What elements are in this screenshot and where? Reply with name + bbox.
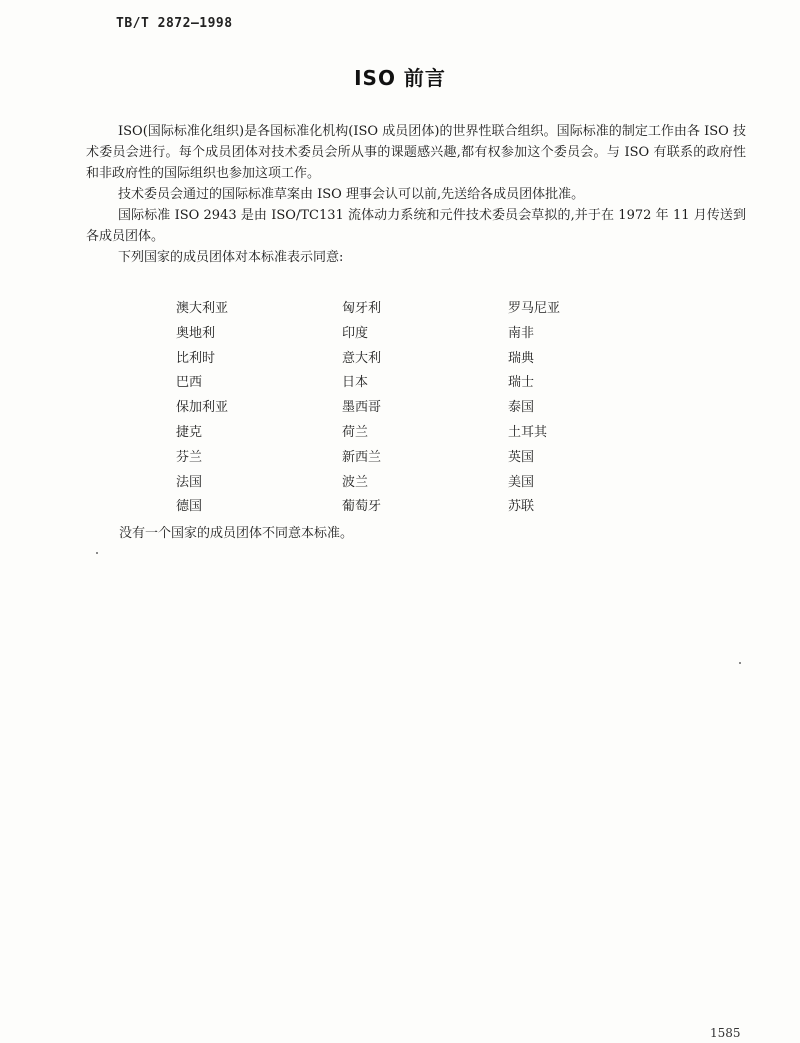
country-name: 墨西哥 [342,400,382,416]
country-name: 瑞典 [508,350,535,366]
country-name: 美国 [508,474,535,490]
paragraph-approval: 技术委员会通过的国际标准草案由 ISO 理事会认可以前,先送给各成员团体批准。 [118,187,585,202]
country-name: 苏联 [508,499,535,515]
paragraph-iso-intro: ISO(国际标准化组织)是各国标准化机构(ISO 成员团体)的世界性联合组织。国际标准的制定工作由各 ISO 技术委员会进行。每个成员团体对技术委员会所从事的课题感兴趣,都有权参加这个委员会。与 ISO 有联系的政府性和非政府性的国际组织也参加这项工作。 [86,124,746,181]
country-name: 印度 [342,325,369,341]
country-name: 泰国 [508,400,535,416]
standard-code: TB/T 2872—1998 [116,16,233,31]
country-name: 捷克 [176,424,203,440]
country-name: 匈牙利 [342,301,382,316]
scan-speck [739,662,741,664]
scan-speck [96,552,98,554]
country-name: 日本 [342,375,369,391]
country-name: 葡萄牙 [342,499,382,515]
country-name: 意大利 [342,350,382,366]
country-name: 罗马尼亚 [508,301,561,316]
country-name: 新西兰 [342,449,382,465]
country-name: 法国 [176,474,203,490]
country-name: 土耳其 [508,424,548,440]
country-name: 瑞士 [508,375,535,391]
country-name: 巴西 [176,375,203,391]
country-name: 比利时 [176,350,216,366]
country-name: 南非 [508,325,535,341]
closing-statement: 没有一个国家的成员团体不同意本标准。 [119,526,354,541]
paragraph-members-intro: 下列国家的成员团体对本标准表示同意: [118,250,344,265]
body-text [86,121,746,268]
country-name: 保加利亚 [176,400,229,416]
country-name: 奥地利 [176,325,216,341]
member-country-list [176,297,674,520]
country-name: 荷兰 [342,424,369,440]
page-number: 1585 [710,1026,741,1040]
country-name: 德国 [176,499,203,515]
country-name: 英国 [508,449,535,465]
page-title: ISO 前言 [354,66,446,90]
country-name: 波兰 [342,474,369,490]
country-name: 芬兰 [176,449,203,465]
country-name: 澳大利亚 [176,301,229,316]
paragraph-iso-2943: 国际标准 ISO 2943 是由 ISO/TC131 流体动力系统和元件技术委员会草拟的,并于在 1972 年 11 月传送到各成员团体。 [86,208,746,244]
